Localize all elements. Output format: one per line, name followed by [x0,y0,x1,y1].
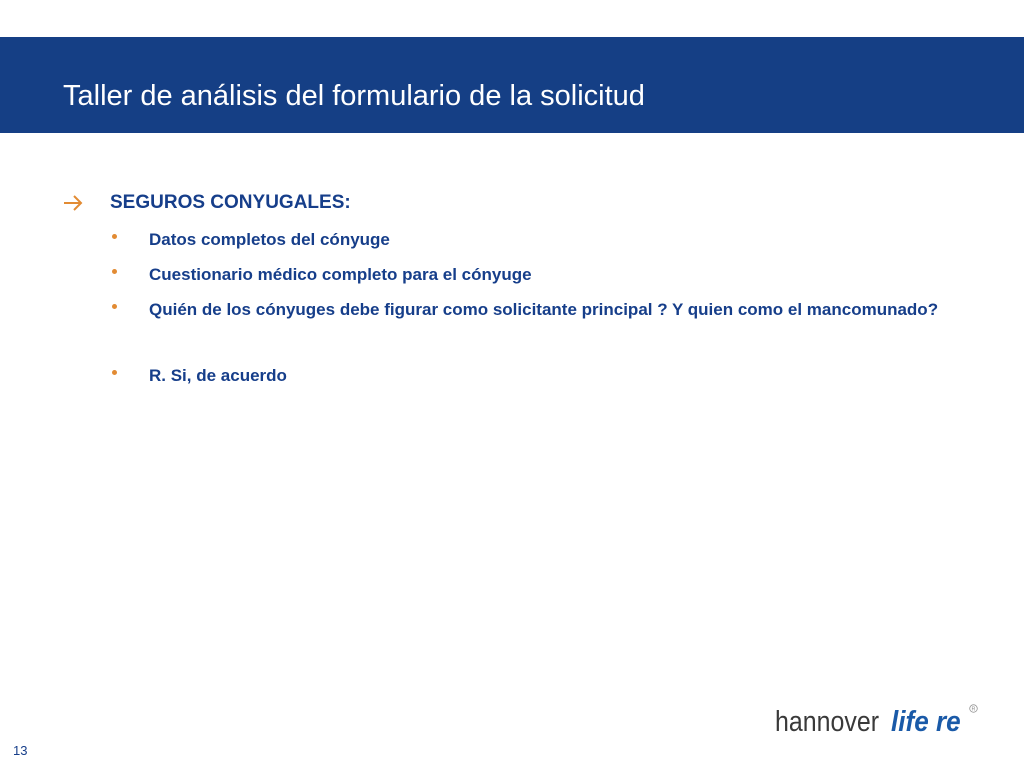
registered-trademark-icon [969,704,978,713]
list-item-text: Cuestionario médico completo para el cónyuge [149,265,532,284]
list-item-text: Datos completos del cónyuge [149,230,390,249]
list-item-text: R. Si, de acuerdo [149,366,287,385]
bullet-dot-icon [112,370,117,375]
section-heading: SEGUROS CONYUGALES: [110,192,351,213]
bullet-dot-icon [112,304,117,309]
logo-company-text: hannover [775,706,880,738]
bullet-dot-icon [112,269,117,274]
slide-title: Taller de análisis del formulario de la solicitud [63,80,645,112]
page-number: 13 [13,743,28,758]
bullet-dot-icon [112,234,117,239]
svg-text:R: R [971,706,976,713]
list-item-text: Quién de los cónyuges debe figurar como solicitante principal ? Y quien como el mancomunado? [149,300,939,319]
arrow-right-icon [62,194,84,212]
logo-brand-text: life re [891,706,961,738]
